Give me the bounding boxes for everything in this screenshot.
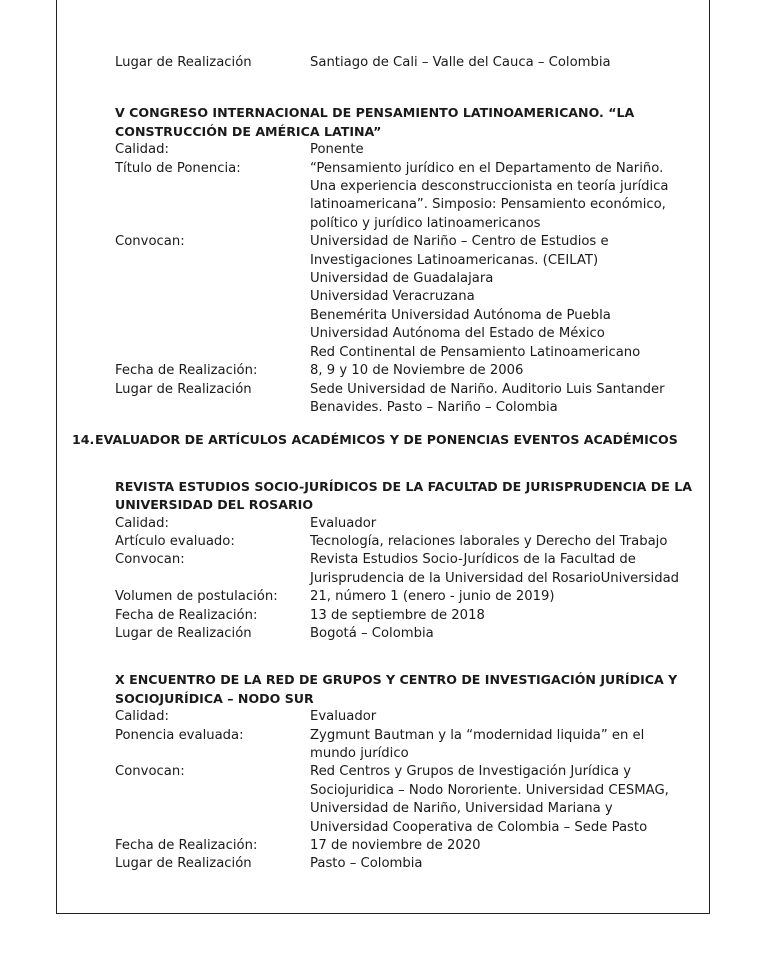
value-line: Universidad Autónoma del Estado de México (310, 326, 605, 342)
field-convocan (115, 233, 705, 362)
field-label: Convocan: (115, 234, 185, 250)
revista-block (115, 478, 705, 644)
value-line: Evaluador (310, 515, 377, 531)
field-fecha (115, 837, 705, 855)
top-entry (115, 54, 705, 72)
congress-title-line: V CONGRESO INTERNACIONAL DE PENSAMIENTO LATINOAMERICANO. “LA (115, 105, 635, 121)
field-fecha (115, 362, 705, 380)
field-label: Calidad: (115, 515, 169, 531)
value-line: 21, número 1 (enero - junio de 2019) (310, 589, 555, 605)
field-value (310, 625, 705, 643)
revista-title-line: REVISTA ESTUDIOS SOCIO-JURÍDICOS DE LA FACULTAD DE JURISPRUDENCIA DE LA (115, 478, 692, 494)
field-value (310, 837, 705, 855)
field-label: Fecha de Realización: (115, 607, 258, 623)
field-label: Calidad: (115, 709, 169, 725)
field-label: Calidad: (115, 142, 169, 158)
document-content (72, 54, 705, 874)
value-line: Sociojuridica – Nodo Nororiente. Universidad CESMAG, (310, 782, 669, 798)
value-line: Red Continental de Pensamiento Latinoamericano (310, 344, 641, 360)
field-lugar (115, 855, 705, 873)
value-line: “Pensamiento jurídico en el Departamento de Nariño. (310, 160, 664, 176)
field-volumen (115, 588, 705, 606)
congress-title-line: CONSTRUCCIÓN DE AMÉRICA LATINA” (115, 123, 382, 139)
field-calidad (115, 708, 705, 726)
field-value (310, 855, 705, 873)
field-value (310, 588, 705, 606)
value-line: Bogotá – Colombia (310, 625, 434, 641)
field-titulo-ponencia (115, 160, 705, 234)
section-title: EVALUADOR DE ARTÍCULOS ACADÉMICOS Y DE PONENCIAS EVENTOS ACADÉMICOS (95, 432, 678, 448)
field-label: Lugar de Realización (115, 55, 252, 70)
value-line: Santiago de Cali – Valle del Cauca – Colombia (310, 55, 611, 70)
field-label: Convocan: (115, 552, 185, 568)
value-line: 13 de septiembre de 2018 (310, 607, 485, 623)
field-label: Ponencia evaluada: (115, 727, 244, 743)
value-line: Revista Estudios Socio-Jurídicos de la Facultad de (310, 552, 636, 568)
revista-title-line: UNIVERSIDAD DEL ROSARIO (115, 497, 314, 513)
field-value (310, 160, 705, 234)
field-ponencia-evaluada (115, 727, 705, 764)
value-line: Zygmunt Bautman y la “modernidad liquida” en el (310, 727, 645, 743)
field-convocan (115, 763, 705, 837)
field-label: Lugar de Realización (115, 381, 252, 397)
field-calidad (115, 515, 705, 533)
value-line: Universidad Veracruzana (310, 289, 475, 305)
field-value (310, 551, 705, 588)
value-line: Benemérita Universidad Autónoma de Puebla (310, 307, 611, 323)
field-convocan (115, 551, 705, 588)
field-value (310, 515, 705, 533)
field-label: Artículo evaluado: (115, 533, 235, 549)
encuentro-title-line: X ENCUENTRO DE LA RED DE GRUPOS Y CENTRO DE INVESTIGACIÓN JURÍDICA Y (115, 672, 678, 688)
field-label: Volumen de postulación: (115, 589, 278, 605)
value-line: Ponente (310, 142, 364, 158)
field-calidad (115, 141, 705, 159)
value-line: Tecnología, relaciones laborales y Derecho del Trabajo (310, 533, 668, 549)
field-value (310, 763, 705, 837)
field-label: Convocan: (115, 764, 185, 780)
value-line: Sede Universidad de Nariño. Auditorio Luis Santander (310, 381, 665, 397)
field-lugar (115, 381, 705, 418)
field-value (310, 141, 705, 159)
field-articulo-evaluado (115, 533, 705, 551)
encuentro-title-line: SOCIOJURÍDICA – NODO SUR (115, 690, 314, 706)
field-lugar (115, 625, 705, 643)
section-heading (72, 431, 705, 449)
field-value (310, 533, 705, 551)
field-value (310, 381, 705, 418)
field-value (310, 708, 705, 726)
value-line: 8, 9 y 10 de Noviembre de 2006 (310, 363, 524, 379)
field-label: Lugar de Realización (115, 856, 252, 872)
value-line: latinoamericana”. Simposio: Pensamiento económico, (310, 197, 666, 213)
field-label: Título de Ponencia: (115, 160, 241, 176)
field-fecha (115, 607, 705, 625)
value-line: Evaluador (310, 709, 377, 725)
value-line: Pasto – Colombia (310, 856, 423, 872)
field-label: Fecha de Realización: (115, 838, 258, 854)
field-value (310, 362, 705, 380)
value-line: Universidad de Guadalajara (310, 271, 494, 287)
value-line: Una experiencia desconstruccionista en teoría jurídica (310, 179, 669, 195)
field-label: Lugar de Realización (115, 625, 252, 641)
encuentro-block (115, 671, 705, 873)
value-line: Universidad Cooperativa de Colombia – Sede Pasto (310, 819, 648, 835)
field-value (310, 727, 705, 764)
value-line: Jurisprudencia de la Universidad del RosarioUniversidad (310, 570, 680, 586)
value-line: Investigaciones Latinoamericanas. (CEILAT) (310, 252, 599, 268)
congress-block (115, 104, 705, 417)
section-number: 14. (72, 432, 95, 448)
field-value (310, 54, 705, 72)
field-value (310, 233, 705, 362)
value-line: Red Centros y Grupos de Investigación Jurídica y (310, 764, 632, 780)
value-line: 17 de noviembre de 2020 (310, 838, 481, 854)
value-line: Universidad de Nariño – Centro de Estudios e (310, 234, 609, 250)
value-line: político y jurídico latinoamericanos (310, 215, 541, 231)
value-line: mundo jurídico (310, 746, 409, 761)
field-label: Fecha de Realización: (115, 363, 258, 379)
field-value (310, 607, 705, 625)
value-line: Benavides. Pasto – Nariño – Colombia (310, 399, 558, 415)
value-line: Universidad de Nariño, Universidad Mariana y (310, 801, 613, 817)
